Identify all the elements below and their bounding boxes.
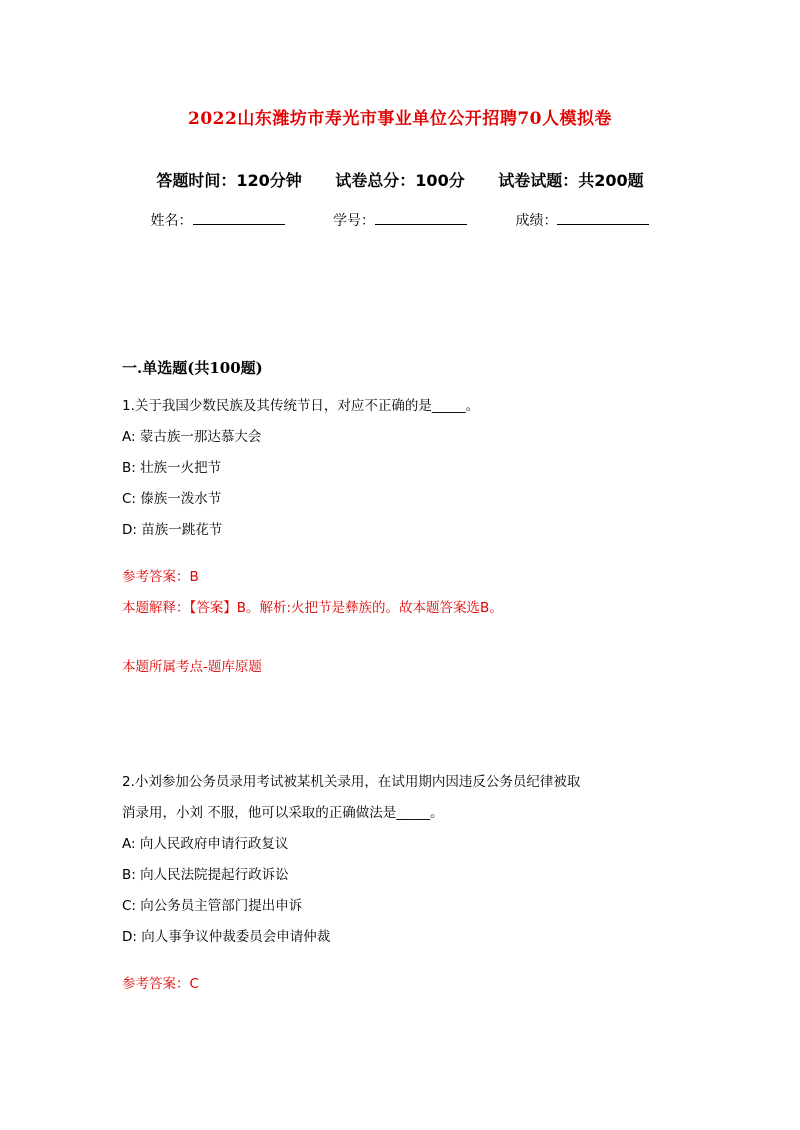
option-b: B: 向人民法院提起行政诉讼: [122, 867, 289, 883]
section-title: 一.单选题(共100题): [122, 359, 263, 377]
question-2: [122, 767, 682, 1000]
id-blank: [375, 210, 467, 225]
total-score: 试卷总分：100分: [335, 171, 465, 190]
answer: 参考答案：C: [122, 976, 199, 992]
name-blank: [193, 210, 285, 225]
total-questions: 试卷试题：共200题: [498, 171, 644, 190]
exam-time: 答题时间：120分钟: [156, 171, 302, 190]
score-label: 成绩：: [515, 213, 558, 229]
source-note: 本题所属考点-题库原题: [122, 659, 262, 675]
exam-title: 2022山东潍坊市寿光市事业单位公开招聘70人模拟卷: [188, 109, 612, 129]
option-b: B: 壮族一火把节: [122, 460, 222, 476]
option-d: D: 苗族一跳花节: [122, 522, 223, 538]
name-field: [151, 210, 285, 230]
question-stem: 1.关于我国少数民族及其传统节日，对应不正确的是_____。: [122, 398, 480, 414]
question-1: [122, 391, 682, 683]
option-a: A: 蒙古族一那达慕大会: [122, 429, 262, 445]
score-field: [515, 210, 649, 230]
score-blank: [557, 210, 649, 225]
exam-info: [0, 168, 800, 191]
option-d: D: 向人事争议仲裁委员会申请仲裁: [122, 929, 331, 945]
option-c: C: 傣族一泼水节: [122, 491, 222, 507]
option-c: C: 向公务员主管部门提出申诉: [122, 898, 303, 914]
explanation: 本题解释：【答案】B。解析:火把节是彝族的。故本题答案选B。: [122, 600, 503, 616]
name-label: 姓名：: [150, 213, 193, 229]
id-field: [333, 210, 467, 230]
student-fields: [0, 210, 800, 230]
id-label: 学号：: [333, 213, 375, 229]
question-stem-line-2: 消录用，小刘 不服，他可以采取的正确做法是_____。: [122, 805, 444, 821]
question-stem-line-1: 2.小刘参加公务员录用考试被某机关录用，在试用期内因违反公务员纪律被取: [122, 774, 581, 790]
answer: 参考答案：B: [122, 569, 199, 585]
option-a: A: 向人民政府申请行政复议: [122, 836, 289, 852]
